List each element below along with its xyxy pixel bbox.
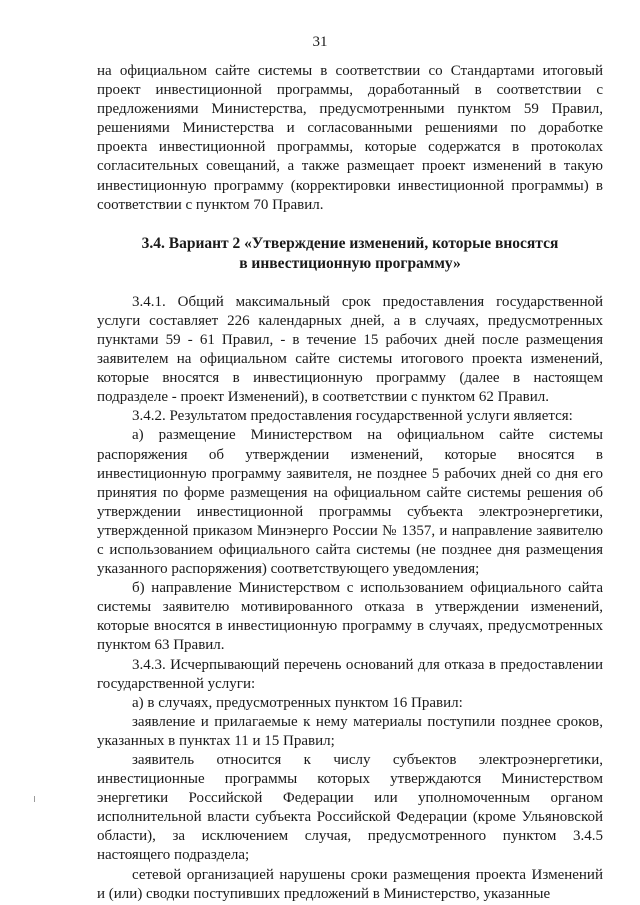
paragraph-applicant-category: заявитель относится к числу субъектов электроэнергетики, инвестиционные программы которых утверждаются Министерством энергетики Российской Федерации или уполномоченным органом исполнительной власти субъекта Российской Федерации (кроме Ульяновской области), за исключением случая, предусмотренного пунктом 3.4.5 настоящего подраздела;	[97, 752, 603, 864]
paragraph-3-4-1: 3.4.1. Общий максимальный срок предоставления государственной услуги составляет 226 календарных дней, а в случаях, предусмотренных пунктами 59 - 61 Правил, - в течение 15 рабочих дней после размещения заявителем на официальном сайте системы итогового проекта изменений, которые вносятся в инвестиционную программу (далее в настоящем подразделе - проект Изменений), в соответствии с пунктом 62 Правил.	[97, 293, 603, 406]
paragraph-item-a-placement: а) размещение Министерством на официальном сайте системы распоряжения об утверждении изменений, которые вносятся в инвестиционную программу заявителя, не позднее 5 рабочих дней со дня его принятия по форме размещения на официальном сайте системы решения об утверждении инвестиционной программы субъекта электроэнергетики, утвержденной приказом Минэнерго России № 1357, и направление заявителю с использованием официального сайта системы (не позднее дня размещения указанного распоряжения) соответствующего уведомления;	[97, 427, 603, 578]
paragraph-item-a-cases: а) в случаях, предусмотренных пунктом 16 Правил:	[132, 694, 463, 711]
document-body	[97, 62, 603, 904]
intro-paragraph: на официальном сайте системы в соответствии со Стандартами итоговый проект инвестиционной программы, доработанный в соответствии с предложениями Министерства, предусмотренными пунктом 59 Правил, решениями Министерства и согласованными решениями по доработке проекта инвестиционной программы, которые содержатся в протоколах согласительных совещаний, а также размещает проект изменений в такую инвестиционную программу (корректировки инвестиционной программы) в соответствии с пунктом 70 Правил.	[97, 63, 603, 213]
paragraph-deadline-violation: сетевой организацией нарушены сроки размещения проекта Изменений и (или) сводки поступивших предложений в Министерство, указанные	[97, 866, 603, 902]
scan-margin-mark	[34, 796, 35, 802]
page-number: 31	[312, 34, 328, 50]
section-heading-line-2: в инвестиционную программу»	[239, 254, 461, 272]
paragraph-3-4-3: 3.4.3. Исчерпывающий перечень оснований для отказа в предоставлении государственной услуги:	[97, 656, 603, 692]
section-heading-line-1: 3.4. Вариант 2 «Утверждение изменений, которые вносятся	[141, 234, 559, 252]
paragraph-3-4-2: 3.4.2. Результатом предоставления государственной услуги является:	[132, 408, 573, 425]
paragraph-item-b-refusal: б) направление Министерством с использованием официального сайта системы заявителю мотивированного отказа в утверждении изменений, которые вносятся в инвестиционную программу в случаях, предусмотренных пунктом 63 Правил.	[97, 580, 603, 654]
section-heading	[97, 234, 603, 274]
paragraph-late-submission: заявление и прилагаемые к нему материалы поступили позднее сроков, указанных в пунктах 11 и 15 Правил;	[97, 713, 603, 749]
